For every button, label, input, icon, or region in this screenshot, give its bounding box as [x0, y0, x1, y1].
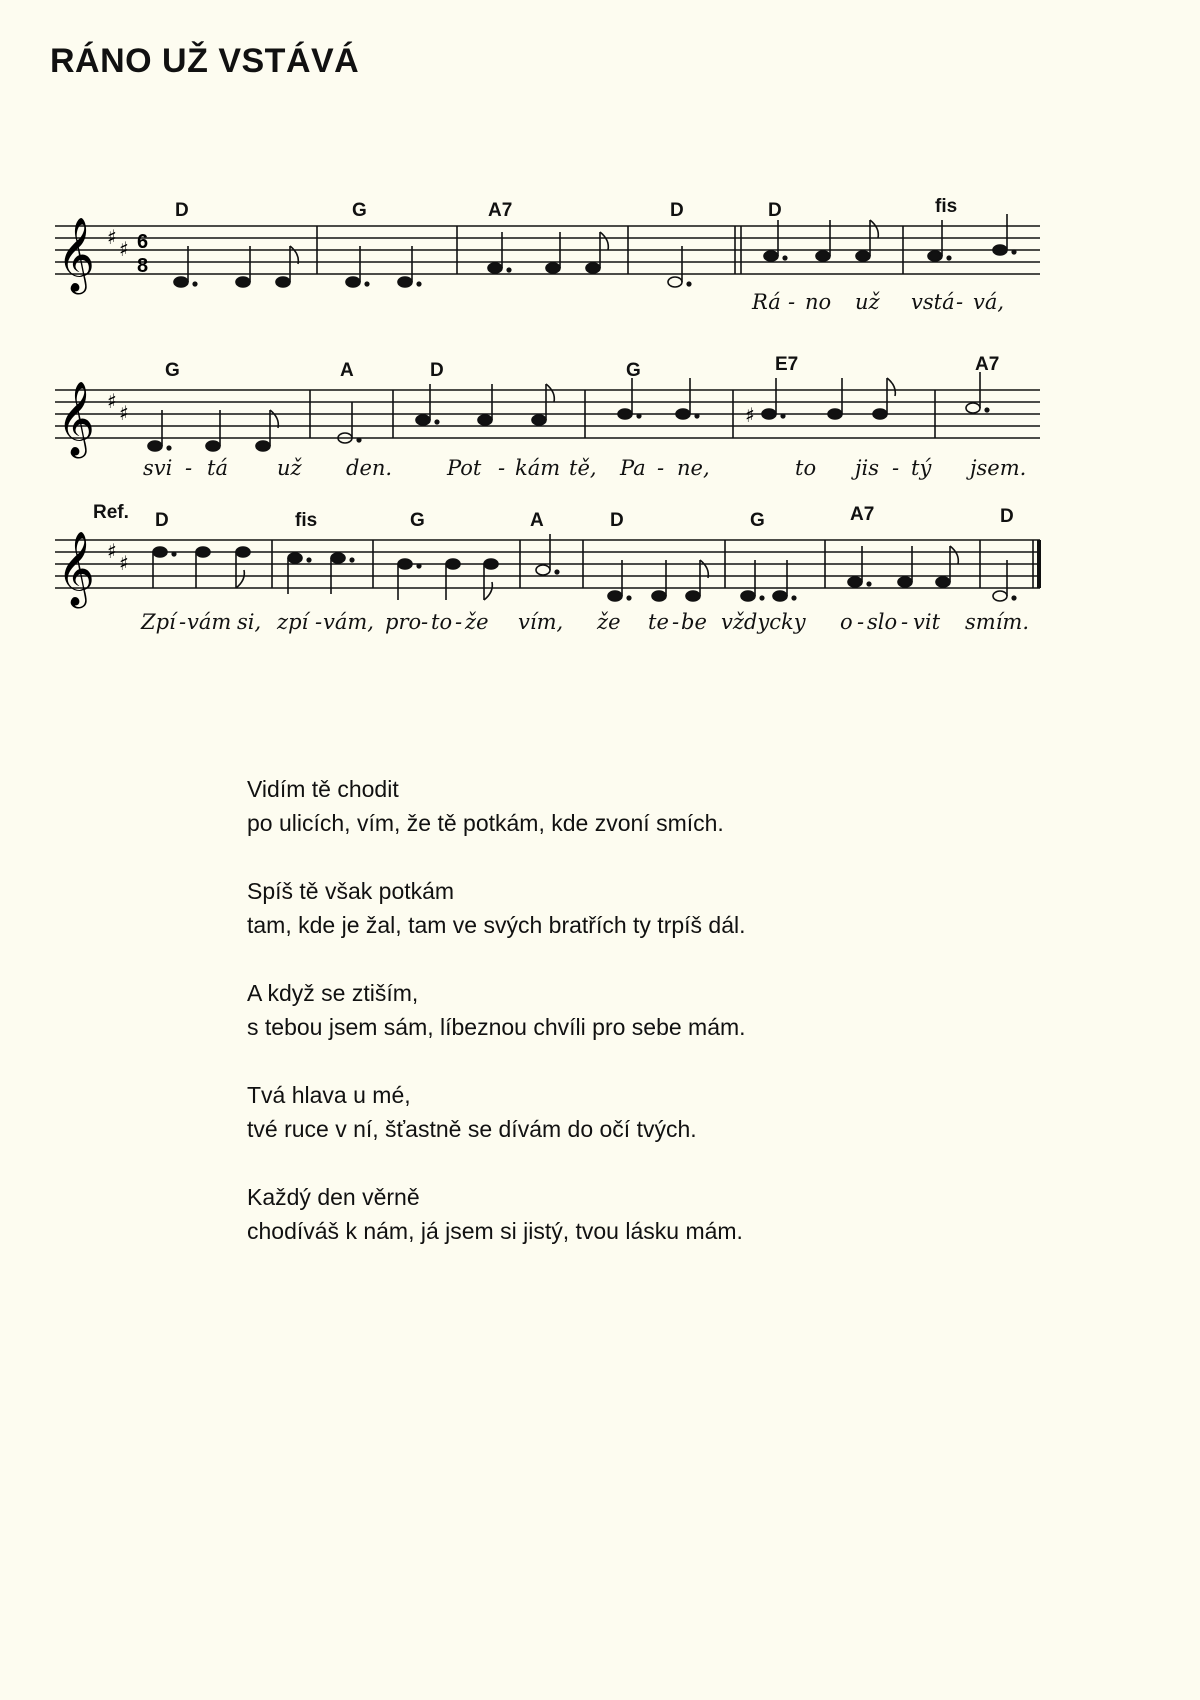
verse-stanza: [247, 874, 1007, 942]
lyric-syllable: zpí: [277, 610, 309, 634]
lyric-syllable: to: [431, 610, 453, 634]
lyric-syllable: -: [315, 610, 323, 634]
lyric-syllable: vit: [913, 610, 941, 634]
key-signature: ♯: [107, 225, 117, 249]
lyric-syllable: -: [455, 610, 463, 634]
lyric-syllable: Zpí: [141, 610, 176, 634]
chord-symbol: D: [175, 200, 189, 221]
lyric-syllable: smím.: [965, 610, 1029, 634]
lyric-syllable: svi: [143, 456, 173, 480]
lyric-syllable: no: [805, 290, 832, 314]
lyric-syllable: -: [185, 456, 193, 480]
svg-text:♯: ♯: [107, 389, 117, 413]
lyric-syllable: slo: [867, 610, 898, 634]
verse-stanza: [247, 1078, 1007, 1146]
lyric-syllable: si,: [237, 610, 262, 634]
lyric-syllable: -: [901, 610, 909, 634]
verse-stanza: [247, 976, 1007, 1044]
lyric-syllable: Pot: [447, 456, 482, 480]
verse-line: tam, kde je žal, tam ve svých bratřích ty trpíš dál.: [247, 912, 746, 938]
verse-line: s tebou jsem sám, líbeznou chvíli pro sebe mám.: [247, 1014, 746, 1040]
lyric-syllable: o: [840, 610, 853, 634]
lyric-syllable: už: [277, 456, 302, 480]
chord-symbol: D: [1000, 506, 1014, 527]
verse-line: chodíváš k nám, já jsem si jistý, tvou lásku mám.: [247, 1218, 743, 1244]
lyric-syllable: Rá: [752, 290, 781, 314]
verse-line: Každý den věrně: [247, 1184, 420, 1210]
chord-symbol: G: [750, 510, 765, 531]
chord-symbol: A: [340, 360, 354, 381]
lyric-syllable: -: [788, 290, 796, 314]
lyric-syllable: be: [681, 610, 707, 634]
lyric-syllable: jis: [855, 456, 880, 480]
verse-line: po ulicích, vím, že tě potkám, kde zvoní smích.: [247, 810, 724, 836]
lyric-syllable: už: [855, 290, 880, 314]
verse-stanza: [247, 772, 1007, 840]
lyric-syllable: tý: [911, 456, 932, 480]
chord-symbol: E7: [775, 354, 799, 375]
song-title: RÁNO UŽ VSTÁVÁ: [50, 42, 360, 80]
chord-symbol: A7: [850, 504, 875, 525]
svg-text:♯: ♯: [745, 403, 755, 427]
lyric-syllable: -: [956, 290, 964, 314]
time-signature: 6: [137, 231, 149, 253]
verse-line: Tvá hlava u mé,: [247, 1082, 411, 1108]
lyric-syllable: vá,: [973, 290, 1005, 314]
verse-line: Spíš tě však potkám: [247, 878, 455, 904]
chord-symbol: A7: [975, 354, 1000, 375]
lyric-syllable: to: [795, 456, 817, 480]
lyric-syllable: -: [179, 610, 187, 634]
chord-symbol: D: [670, 200, 684, 221]
verse-line: A když se ztiším,: [247, 980, 419, 1006]
verses-block: [247, 772, 1007, 1282]
treble-clef-icon: 𝄞: [57, 532, 95, 606]
verse-stanza: [247, 1180, 1007, 1248]
svg-text:♯: ♯: [119, 237, 129, 261]
lyric-syllable: -: [857, 610, 865, 634]
svg-text:8: 8: [137, 255, 149, 277]
treble-clef-icon: 𝄞: [57, 218, 95, 292]
lyric-syllable: -: [672, 610, 680, 634]
lyric-syllable: vždycky: [721, 610, 806, 634]
lyric-syllable: -: [657, 456, 665, 480]
lyric-syllable: vstá: [911, 290, 955, 314]
lyric-syllable: kám: [515, 456, 561, 480]
verse-line: Vidím tě chodit: [247, 776, 399, 802]
lyric-syllable: vím,: [518, 610, 564, 634]
lyric-syllable: vám,: [323, 610, 374, 634]
chord-symbol: G: [165, 360, 180, 381]
lyric-syllable: te: [648, 610, 669, 634]
lyric-syllable: Pa: [620, 456, 646, 480]
lyric-syllable: den.: [346, 456, 393, 480]
chord-symbol: A: [530, 510, 544, 531]
chord-symbol: fis: [935, 196, 958, 217]
lyric-syllable: ne,: [677, 456, 710, 480]
chord-symbol: D: [768, 200, 782, 221]
svg-text:♯: ♯: [119, 551, 129, 575]
staff-3: [55, 532, 1140, 620]
chord-symbol: D: [430, 360, 444, 381]
chord-symbol: G: [410, 510, 425, 531]
verse-line: tvé ruce v ní, šťastně se dívám do očí tvých.: [247, 1116, 697, 1142]
lyric-syllable: jsem.: [970, 456, 1027, 480]
lyric-syllable: -: [892, 456, 900, 480]
chord-symbol: D: [610, 510, 624, 531]
svg-text:♯: ♯: [107, 539, 117, 563]
lyric-syllable: tá: [207, 456, 228, 480]
treble-clef-icon: 𝄞: [57, 382, 95, 456]
chord-symbol: D: [155, 510, 169, 531]
lyric-syllable: vám: [187, 610, 232, 634]
lyric-syllable: pro: [385, 610, 422, 634]
lyric-syllable: že: [597, 610, 621, 634]
lyric-syllable: -: [498, 456, 506, 480]
lyric-syllable: tě,: [569, 456, 597, 480]
lyric-syllable: že: [465, 610, 489, 634]
refrain-label: Ref.: [93, 502, 129, 523]
lyric-syllable: -: [421, 610, 429, 634]
chord-symbol: G: [352, 200, 367, 221]
chord-symbol: G: [626, 360, 641, 381]
svg-text:♯: ♯: [119, 401, 129, 425]
chord-symbol: A7: [488, 200, 513, 221]
chord-symbol: fis: [295, 510, 318, 531]
